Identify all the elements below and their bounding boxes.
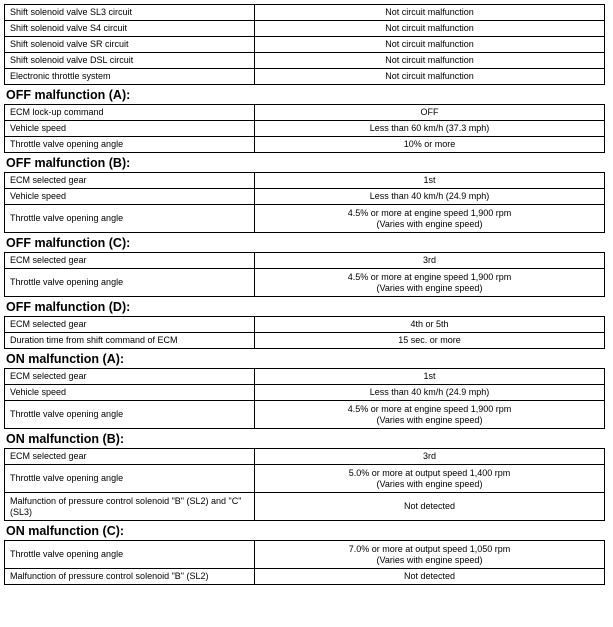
condition-label: Malfunction of pressure control solenoid "B" (SL2) and "C" (SL3) bbox=[5, 493, 255, 521]
condition-value-line: 10% or more bbox=[403, 139, 456, 149]
condition-value bbox=[255, 465, 605, 493]
condition-value bbox=[255, 317, 605, 333]
condition-value-line: 1st bbox=[423, 371, 436, 381]
condition-value-line: Not circuit malfunction bbox=[385, 55, 474, 65]
condition-value-line: 7.0% or more at output speed 1,050 rpm bbox=[348, 543, 511, 554]
table-row bbox=[5, 493, 605, 521]
condition-table bbox=[4, 252, 605, 297]
table-row bbox=[5, 385, 605, 401]
condition-label: Throttle valve opening angle bbox=[5, 465, 255, 493]
condition-value bbox=[255, 37, 605, 53]
section-heading: ON malfunction (B): bbox=[6, 432, 125, 446]
condition-value-line: 15 sec. or more bbox=[398, 335, 461, 345]
condition-label: Throttle valve opening angle bbox=[5, 401, 255, 429]
condition-value-line: 4.5% or more at engine speed 1,900 rpm bbox=[347, 403, 512, 414]
table-row bbox=[5, 333, 605, 349]
table-row bbox=[5, 541, 605, 569]
condition-value bbox=[255, 385, 605, 401]
condition-value bbox=[255, 569, 605, 585]
section-heading: ON malfunction (C): bbox=[6, 524, 125, 538]
condition-table bbox=[4, 4, 605, 85]
table-row bbox=[5, 401, 605, 429]
condition-value-line: Less than 40 km/h (24.9 mph) bbox=[369, 387, 490, 397]
condition-label: Throttle valve opening angle bbox=[5, 205, 255, 233]
condition-table bbox=[4, 448, 605, 521]
condition-value-line: (Varies with engine speed) bbox=[376, 554, 483, 565]
condition-value-line: Not circuit malfunction bbox=[385, 23, 474, 33]
condition-value bbox=[255, 369, 605, 385]
condition-value bbox=[255, 173, 605, 189]
condition-value bbox=[255, 541, 605, 569]
condition-table bbox=[4, 540, 605, 585]
condition-label: Malfunction of pressure control solenoid "B" (SL2) bbox=[5, 569, 255, 585]
condition-value-line: Not detected bbox=[403, 501, 456, 511]
condition-value bbox=[255, 105, 605, 121]
condition-value bbox=[255, 189, 605, 205]
condition-label: ECM selected gear bbox=[5, 317, 255, 333]
condition-value bbox=[255, 205, 605, 233]
condition-label: ECM selected gear bbox=[5, 449, 255, 465]
condition-value-line: OFF bbox=[420, 107, 439, 117]
table-row bbox=[5, 37, 605, 53]
condition-value-line: Less than 40 km/h (24.9 mph) bbox=[369, 191, 490, 201]
condition-value bbox=[255, 53, 605, 69]
condition-label: ECM lock-up command bbox=[5, 105, 255, 121]
section-heading: OFF malfunction (D): bbox=[6, 300, 131, 314]
condition-value bbox=[255, 333, 605, 349]
condition-label: ECM selected gear bbox=[5, 253, 255, 269]
table-row bbox=[5, 465, 605, 493]
section-heading: OFF malfunction (C): bbox=[6, 236, 131, 250]
table-row bbox=[5, 173, 605, 189]
condition-label: Vehicle speed bbox=[5, 385, 255, 401]
table-row bbox=[5, 369, 605, 385]
section-heading: OFF malfunction (B): bbox=[6, 156, 131, 170]
condition-value bbox=[255, 21, 605, 37]
condition-label: ECM selected gear bbox=[5, 369, 255, 385]
condition-value-line: Not circuit malfunction bbox=[385, 39, 474, 49]
condition-value-line: 1st bbox=[423, 175, 436, 185]
condition-label: Shift solenoid valve S4 circuit bbox=[5, 21, 255, 37]
table-row bbox=[5, 5, 605, 21]
condition-value-line: Not detected bbox=[403, 571, 456, 581]
condition-value bbox=[255, 449, 605, 465]
table-row bbox=[5, 69, 605, 85]
condition-label: Shift solenoid valve DSL circuit bbox=[5, 53, 255, 69]
condition-value-line: 4.5% or more at engine speed 1,900 rpm bbox=[347, 271, 512, 282]
condition-value-line: 3rd bbox=[422, 451, 436, 461]
condition-value-line: (Varies with engine speed) bbox=[376, 478, 483, 489]
condition-value bbox=[255, 401, 605, 429]
condition-value bbox=[255, 253, 605, 269]
condition-value-line: (Varies with engine speed) bbox=[376, 282, 483, 293]
condition-value bbox=[255, 69, 605, 85]
condition-value bbox=[255, 5, 605, 21]
condition-value-line: 4.5% or more at engine speed 1,900 rpm bbox=[347, 207, 512, 218]
condition-table bbox=[4, 316, 605, 349]
condition-value bbox=[255, 269, 605, 297]
condition-value-line: 3rd bbox=[422, 255, 436, 265]
condition-label: Vehicle speed bbox=[5, 121, 255, 137]
condition-value-line: Less than 60 km/h (37.3 mph) bbox=[369, 123, 490, 133]
section-heading: OFF malfunction (A): bbox=[6, 88, 131, 102]
table-row bbox=[5, 253, 605, 269]
condition-label: Throttle valve opening angle bbox=[5, 269, 255, 297]
condition-value-line: Not circuit malfunction bbox=[385, 7, 474, 17]
table-row bbox=[5, 53, 605, 69]
condition-value-line: (Varies with engine speed) bbox=[376, 218, 483, 229]
condition-value-line: (Varies with engine speed) bbox=[376, 414, 483, 425]
table-row bbox=[5, 317, 605, 333]
condition-label: Shift solenoid valve SL3 circuit bbox=[5, 5, 255, 21]
section-heading: ON malfunction (A): bbox=[6, 352, 125, 366]
table-row bbox=[5, 205, 605, 233]
table-row bbox=[5, 21, 605, 37]
condition-table bbox=[4, 368, 605, 429]
table-row bbox=[5, 189, 605, 205]
condition-table bbox=[4, 172, 605, 233]
condition-value-line: Not circuit malfunction bbox=[385, 71, 474, 81]
table-row bbox=[5, 269, 605, 297]
condition-label: Vehicle speed bbox=[5, 189, 255, 205]
table-row bbox=[5, 121, 605, 137]
table-row bbox=[5, 137, 605, 153]
condition-value bbox=[255, 121, 605, 137]
condition-table bbox=[4, 104, 605, 153]
condition-value bbox=[255, 137, 605, 153]
condition-value bbox=[255, 493, 605, 521]
condition-label: ECM selected gear bbox=[5, 173, 255, 189]
condition-label: Throttle valve opening angle bbox=[5, 541, 255, 569]
condition-value-line: 5.0% or more at output speed 1,400 rpm bbox=[348, 467, 511, 478]
condition-value-line: 4th or 5th bbox=[410, 319, 449, 329]
condition-label: Electronic throttle system bbox=[5, 69, 255, 85]
table-row bbox=[5, 105, 605, 121]
condition-label: Throttle valve opening angle bbox=[5, 137, 255, 153]
condition-label: Shift solenoid valve SR circuit bbox=[5, 37, 255, 53]
condition-label: Duration time from shift command of ECM bbox=[5, 333, 255, 349]
table-row bbox=[5, 569, 605, 585]
table-row bbox=[5, 449, 605, 465]
